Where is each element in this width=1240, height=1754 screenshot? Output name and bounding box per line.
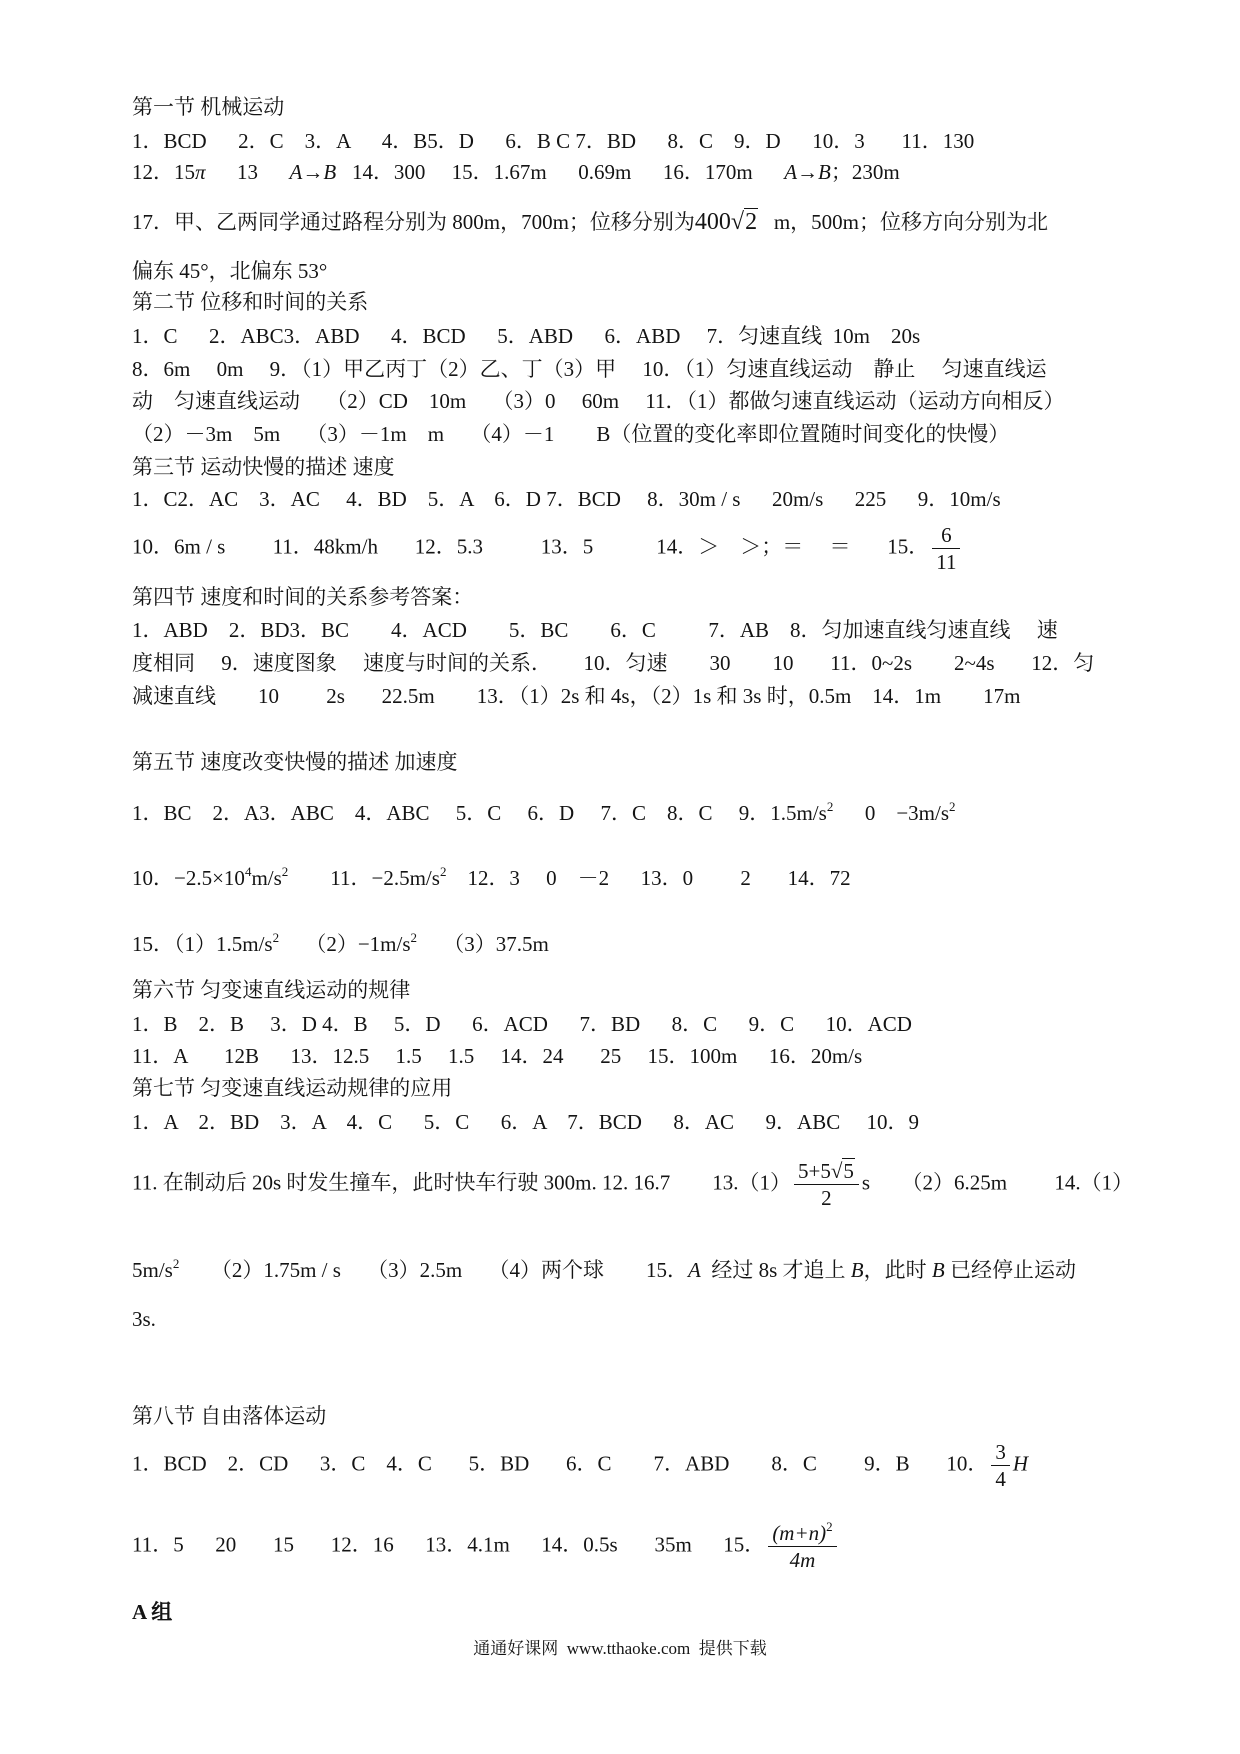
answer-text: 17．甲、乙两同学通过路程分别为 800m，700m；位移分别为	[132, 210, 695, 234]
answer-line	[132, 161, 900, 184]
answer-line	[132, 522, 963, 576]
superscript-exponent: 2	[410, 930, 418, 945]
section-title: 第一节 机械运动	[132, 95, 285, 119]
answer-text: 10．6m / s 11．48km/h 12．5.3 13．5 14．＞ ＞；＝ ＝ 15．	[132, 534, 930, 559]
section-title: 第五节 速度改变快慢的描述 加速度	[132, 750, 458, 774]
answer-line	[132, 1439, 1028, 1493]
fraction-numerator	[768, 1520, 836, 1546]
sqrt-sign: √	[830, 1159, 843, 1183]
answer-text: 14．300 15．1.67m 0.69m 16．170m	[336, 160, 785, 184]
variable-a: A	[688, 1258, 701, 1282]
answer-line: 偏东 45°，北偏东 53°	[132, 259, 328, 283]
answer-text: s （2）6.25m 14.（1）	[861, 1170, 1134, 1195]
numerator-text: 5+5	[797, 1159, 831, 1183]
superscript-exponent: 4	[244, 864, 252, 879]
answer-text: ；230m	[830, 160, 900, 184]
answer-line	[132, 799, 956, 825]
answer-text: 11. 在制动后 20s 时发生撞车，此时快车行驶 300m. 12. 16.7 13.（1）	[132, 1170, 791, 1195]
answer-text: 5m/s	[132, 1258, 173, 1282]
direction-a-to-b: A→B	[784, 160, 831, 184]
answer-text: 经过 8s 才追上	[700, 1258, 851, 1282]
sqrt-radicand: 2	[745, 209, 758, 235]
answer-line: 8．6m 0m 9．（1）甲乙丙丁（2）乙、丁（3）甲 10．（1）匀速直线运动 静止 匀速直线运	[132, 357, 1047, 381]
answer-text: 12．3 0 －2 13．0 2 14．72	[446, 866, 851, 890]
answer-line	[132, 864, 851, 890]
fraction-denominator: 2	[794, 1184, 859, 1211]
answer-line: 1．B 2．B 3．D 4．B 5．D 6．ACD 7．BD 8．C 9．C 10．ACD	[132, 1012, 912, 1036]
answer-line	[132, 1520, 840, 1574]
answer-text: 11．5 20 15 12．16 13．4.1m 14．0.5s 35m 15．	[132, 1532, 766, 1557]
answer-line: 动 匀速直线运动 （2）CD 10m （3）0 60m 11．（1）都做匀速直线运动（运动方向相反）	[132, 389, 1065, 413]
fraction	[932, 522, 960, 576]
answer-line: 1．C 2．ABC3．ABD 4．BCD 5．ABD 6．ABD 7．匀速直线 10m 20s	[132, 324, 921, 348]
answer-text: 已经停止运动	[944, 1258, 1076, 1282]
answer-text: 1．BC 2．A3．ABC 4．ABC 5．C 6．D 7．C 8．C 9．1.5m/s	[132, 801, 827, 825]
variable-b: B	[850, 1258, 864, 1282]
answer-text: （2）1.75m / s （3）2.5m （4）两个球 15．	[179, 1258, 689, 1282]
answer-line: 1．BCD 2．C 3．A 4．B5．D 6．B C 7．BD 8．C 9．D 10．3 11．130	[132, 129, 975, 153]
section-title: 第六节 匀变速直线运动的规律	[132, 978, 411, 1002]
answer-text: 11．−2.5m/s	[288, 866, 440, 890]
answer-line	[132, 1256, 1076, 1282]
fraction	[991, 1439, 1010, 1493]
answer-line: （2）－3m 5m （3）－1m m （4）－1 B（位置的变化率即位置随时间变化的快慢）	[132, 422, 1010, 446]
answer-line: 1．ABD 2．BD3．BC 4．ACD 5．BC 6．C 7．AB 8．匀加速直线匀速直线 速	[132, 618, 1058, 642]
section-title: 第三节 运动快慢的描述 速度	[132, 455, 395, 479]
answer-text: 13	[205, 160, 290, 184]
fraction	[794, 1158, 859, 1212]
answer-text: 15．（1）1.5m/s	[132, 932, 273, 956]
answer-text: 10．−2.5×10	[132, 866, 245, 890]
superscript-exponent: 2	[281, 864, 289, 879]
fraction-numerator: 3	[995, 1440, 1006, 1464]
superscript-exponent: 2	[826, 799, 834, 814]
fraction	[768, 1520, 836, 1574]
answer-text: m，500m；位移方向分别为北	[758, 210, 1049, 234]
direction-a-to-b: A→B	[289, 160, 337, 184]
answer-line: 减速直线 10 2s 22.5m 13．（1）2s 和 4s，（2）1s 和 3s 时，0.5m 14．1m 17m	[132, 684, 1021, 708]
superscript-exponent: 2	[172, 1256, 180, 1271]
answer-text: ，此时	[863, 1258, 932, 1282]
pi-symbol: π	[195, 160, 206, 184]
sqrt-sign: √	[730, 209, 745, 235]
footer-credit: 通通好课网 www.tthaoke.com 提供下载	[473, 1639, 767, 1658]
fraction-denominator: 4	[991, 1465, 1010, 1492]
numerator-text: (m+n)	[772, 1521, 827, 1545]
fraction-numerator	[794, 1158, 859, 1184]
answer-line: 1．A 2．BD 3．A 4．C 5．C 6．A 7．BCD 8．AC 9．ABC 10．9	[132, 1110, 919, 1134]
section-title: 第七节 匀变速直线运动规律的应用	[132, 1076, 453, 1100]
answer-text: （2）−1m/s	[279, 932, 411, 956]
answer-line: 1．C2．AC 3．AC 4．BD 5．A 6．D 7．BCD 8．30m / s 20m/s 225 9．10m/s	[132, 487, 1001, 511]
section-title: 第四节 速度和时间的关系参考答案：	[132, 585, 474, 609]
group-heading: A 组	[132, 1600, 173, 1624]
answer-text: 12．15	[132, 160, 195, 184]
sqrt-coefficient: 400	[694, 209, 731, 235]
answer-text: 0 −3m/s	[833, 801, 950, 825]
answer-line: 度相同 9．速度图象 速度与时间的关系． 10．匀速 30 10 11．0~2s 2~4s 12．匀	[132, 651, 1095, 675]
superscript-exponent: 2	[826, 1519, 833, 1534]
sqrt-expression	[695, 208, 758, 235]
answer-line	[132, 930, 549, 956]
answer-text: m/s	[251, 866, 282, 890]
sqrt-radicand: 5	[843, 1159, 854, 1183]
fraction-denominator: 4m	[768, 1546, 836, 1573]
answer-line	[132, 1158, 1133, 1212]
answer-text: （3）37.5m	[417, 932, 549, 956]
fraction-denominator: 11	[932, 548, 960, 575]
answer-text: 1．BCD 2．CD 3．C 4．C 5．BD 6．C 7．ABD 8．C 9．B 10．	[132, 1451, 989, 1476]
superscript-exponent: 2	[949, 799, 956, 814]
variable-b: B	[931, 1258, 945, 1282]
superscript-exponent: 2	[272, 930, 280, 945]
fraction-numerator: 6	[941, 523, 952, 547]
variable-h: H	[1012, 1451, 1029, 1476]
answer-line: 11．A 12B 13．12.5 1.5 1.5 14．24 25 15．100m 16．20m/s	[132, 1044, 863, 1068]
answer-line	[132, 209, 1048, 235]
section-title: 第二节 位移和时间的关系	[132, 290, 369, 314]
section-title: 第八节 自由落体运动	[132, 1404, 327, 1428]
superscript-exponent: 2	[439, 864, 447, 879]
answer-line: 3s.	[132, 1307, 156, 1331]
